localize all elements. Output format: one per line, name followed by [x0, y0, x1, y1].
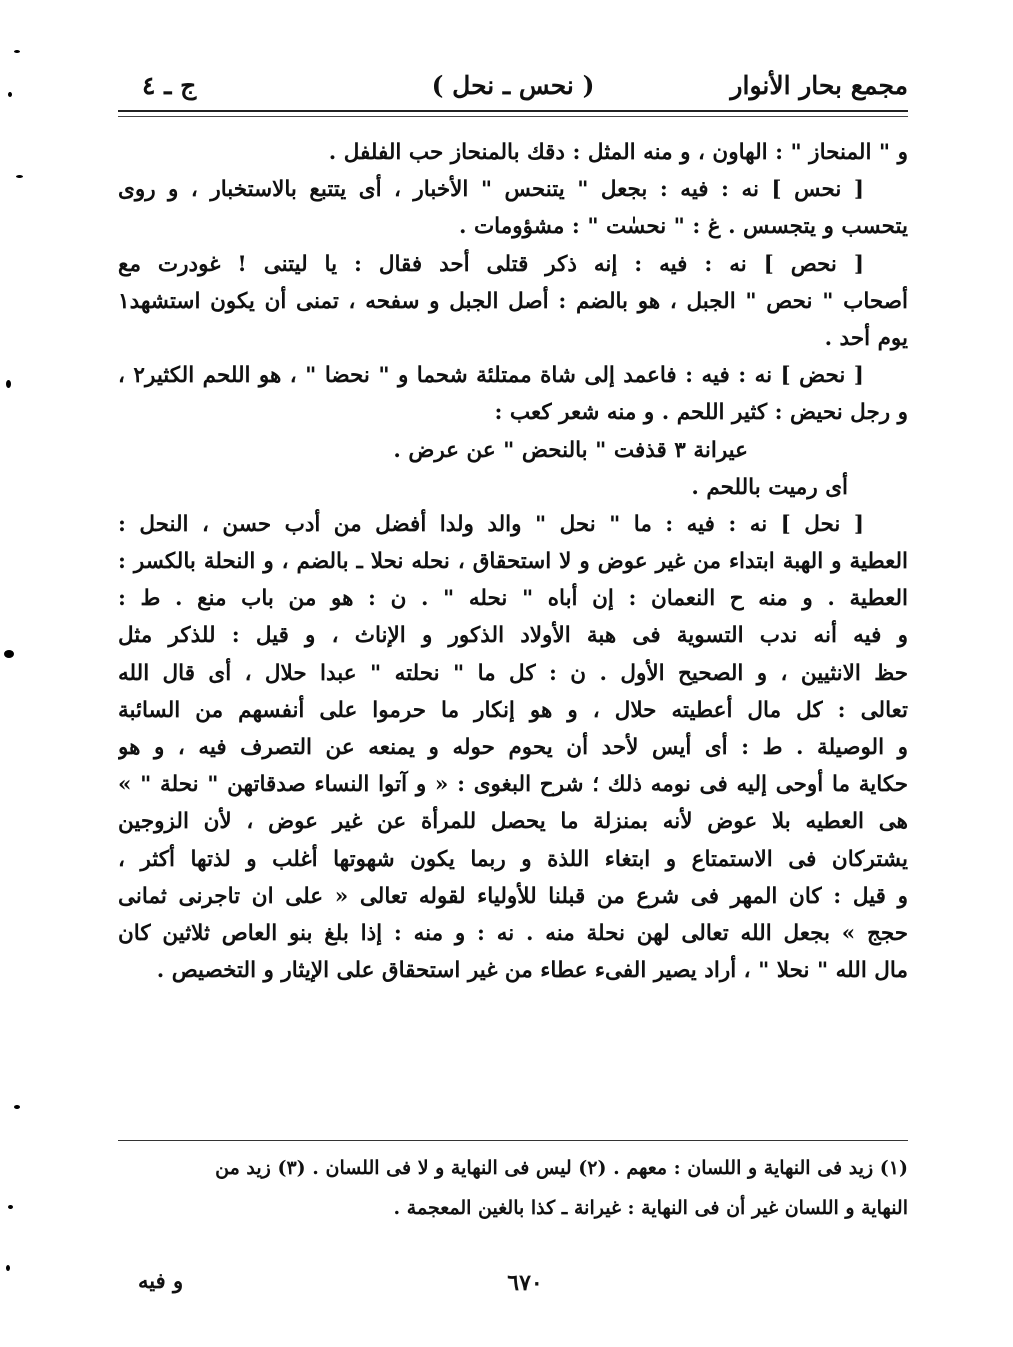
text-line: [ نحض ] نه : فيه : فاعمد إلى شاة ممتلئة شحما و " نحضا " ، هو اللحم الكثير٢ ،	[118, 363, 864, 389]
header-rule-thin	[118, 116, 908, 117]
text-line: و " المنحاز " : الهاون ، و منه المثل : دقك بالمنحاز حب الفلفل .	[328, 140, 908, 165]
text-line: أصحاب " نحص " الجبل ، هو بالضم : أصل الجبل و سفحه ، تمنى أن يكون استشهد١	[118, 288, 908, 314]
footnote-line: (١) زيد فى النهاية و اللسان : معهم . (٢) ليس فى النهاية و لا فى اللسان . (٣) زيد من	[215, 1157, 908, 1179]
scan-speck	[14, 50, 20, 53]
scan-speck	[6, 380, 11, 388]
catchword: و فيه	[138, 1268, 184, 1293]
text-line: [ نحس ] نه : فيه : بجعل " يتنحس " الأخبار ، أى يتتبع بالاستخبار ، و روى	[118, 177, 864, 203]
scan-speck	[14, 1105, 20, 1109]
footnote-line: النهاية و اللسان غير أن فى النهاية : غيرانة ـ كذا بالغين المعجمة .	[393, 1197, 908, 1219]
scan-speck	[8, 92, 12, 97]
scan-speck	[8, 1205, 13, 1209]
text-line: مال الله " نحلا " ، أراد يصير الفىء عطاء من غير استحقاق على الإيثار و التخصيص .	[156, 958, 908, 984]
text-line: أى رميت باللحم .	[691, 474, 848, 500]
text-line: يوم أحد .	[824, 325, 908, 351]
running-header	[118, 66, 908, 106]
text-line: يتحسب و يتجسس . غ : " نحسٰت " : مشؤومات .	[458, 214, 908, 240]
scan-speck	[6, 1265, 10, 1271]
verse-line: عيرانة ٣ قذفت " بالنحض " عن عرض .	[393, 437, 748, 463]
text-line: تعالى : كل مال أعطيته حلال ، و هو إنكار ما حرموا على أنفسهم من السائبة	[118, 697, 908, 723]
text-line: حجج » بجعل الله تعالى لهن نحلة منه . نه : و منه : إذا بلغ بنو العاص ثلاثين كان	[118, 920, 908, 946]
page-number: ٦٧٠	[507, 1270, 543, 1296]
text-line: العطية و الهبة ابتداء من غير عوض و لا استحقاق ، نحله نحلا ـ بالضم ، و النحلة بالكسر :	[118, 549, 908, 575]
text-line: [ نحل ] نه : فيه : ما " نحل " والد ولدا أفضل من أدب حسن ، النحل :	[118, 511, 864, 537]
text-line: يشتركان فى الاستمتاع و ابتغاء اللذة و ربما يكون شهوتها أغلب و لذتها أكثر ،	[118, 846, 908, 872]
text-line: و فيه أنه ندب التسوية فى هبة الأولاد الذكور و الإناث ، و قيل : للذكر مثل	[118, 623, 908, 649]
dictionary-text	[118, 134, 908, 989]
text-line: و الوصيلة . ط : أى أيس لأحد أن يحوم حوله و يمنعه عن التصرف فيه ، و هو	[118, 735, 908, 760]
volume-number: ج ـ ٤	[142, 71, 197, 100]
footnotes	[118, 1148, 908, 1228]
text-line: و رجل نحيض : كثير اللحم . و منه شعر كعب :	[494, 400, 908, 426]
scan-speck	[16, 175, 23, 178]
text-line: و قيل : كان المهر فى شرع من قبلنا للأولياء لقوله تعالى « على ان تاجرنى ثمانى	[118, 883, 908, 909]
scan-speck	[4, 650, 14, 658]
text-line: هى العطيه بلا عوض لأنه بمنزلة ما يحصل للمرأة عن غير عوض ، لأن الزوجين	[118, 809, 908, 835]
entry-range: ( نحس ـ نحل )	[431, 71, 595, 100]
text-line: العطية . و منه ح النعمان : إن أباه " نحله " . ن : هو من باب منع . ط :	[118, 586, 908, 612]
header-rule-thick	[118, 110, 908, 112]
text-line: حظ الانثيين ، و الصحيح الأول . ن : كل ما " نحلته " عبدا حلال ، أى قال الله	[118, 660, 908, 686]
text-line: حكاية ما أوحى إليه فى نومه ذلك ؛ شرح البغوى : « و آتوا النساء صدقاتهن " نحلة " »	[118, 772, 908, 798]
footnote-rule	[118, 1140, 908, 1141]
text-line: [ نحص ] نه : فيه : إنه ذكر قتلى أحد فقال : يا ليتنى ! غودرت مع	[118, 251, 864, 277]
book-title: مجمع بحار الأنوار	[730, 71, 908, 100]
